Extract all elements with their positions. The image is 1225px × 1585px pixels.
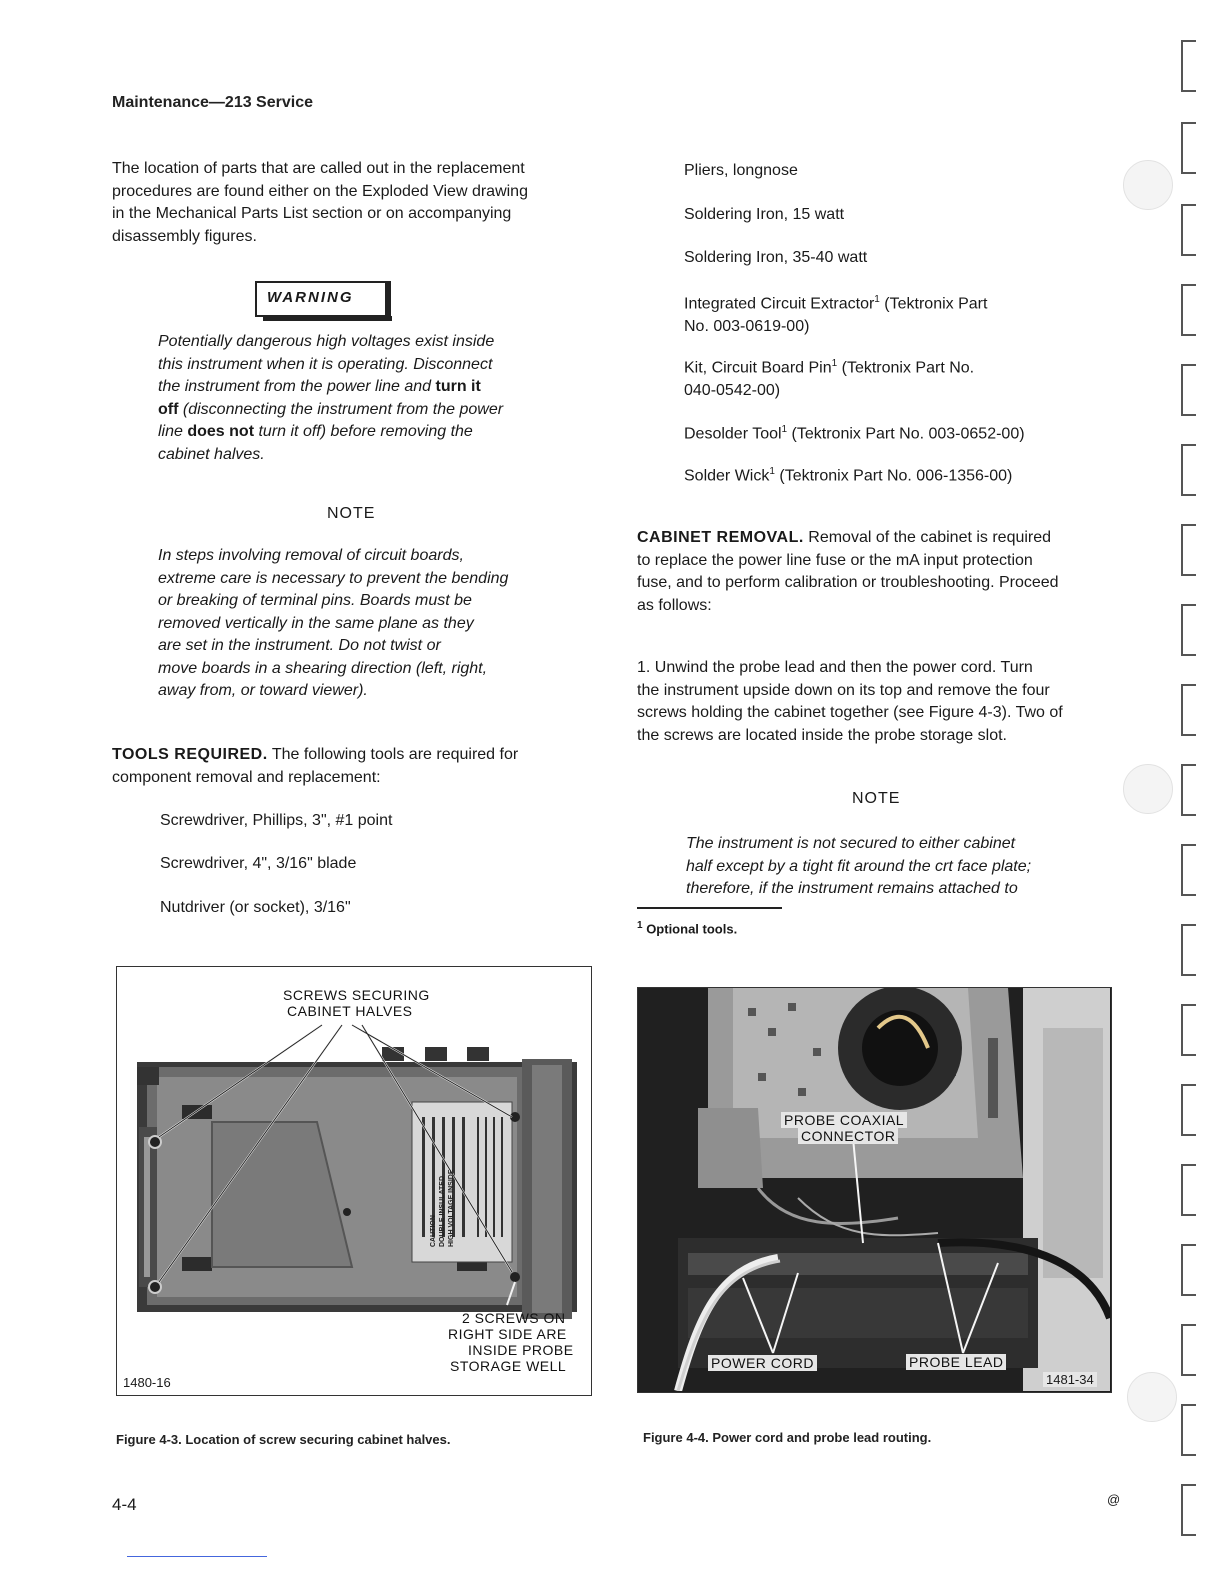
step-line: 1. Unwind the probe lead and then the power cord. Turn <box>637 659 1033 676</box>
page-header: Maintenance—213 Service <box>112 94 313 111</box>
note-line: The instrument is not secured to either cabinet <box>686 835 1016 852</box>
tools-paragraph <box>112 744 592 789</box>
footnote-ref: 1 <box>831 358 838 369</box>
instrument-label-line: HIGH VOLTAGE INSIDE <box>448 1169 455 1247</box>
figure-id: 1480-16 <box>123 1375 171 1390</box>
tool-text: (Tektronix Part <box>879 295 988 313</box>
footnote-rule <box>637 907 782 909</box>
warning-line <box>158 399 578 422</box>
tool-text: (Tektronix Part No. 006-1356-00) <box>774 467 1013 485</box>
intro-line: The location of parts that are called out in the replacement <box>112 160 525 177</box>
tool-item <box>684 461 1104 488</box>
footnote-text: Optional tools. <box>646 921 738 937</box>
binder-tab <box>1181 364 1196 416</box>
warning-text-part: the instrument from the power line and <box>158 378 436 395</box>
callout-label: STORAGE WELL <box>450 1358 567 1374</box>
binder-tab <box>1181 1084 1196 1136</box>
intro-line: in the Mechanical Parts List section or on accompanying <box>112 205 512 222</box>
tools-line: component removal and replacement: <box>112 768 381 786</box>
warning-line <box>158 376 578 399</box>
tool-text: Solder Wick <box>684 467 770 485</box>
callout-label: 2 SCREWS ON <box>462 1310 566 1326</box>
punch-hole <box>1123 160 1173 210</box>
binder-tab <box>1181 844 1196 896</box>
warning-box-shadow <box>386 281 391 317</box>
warning-text-part: line <box>158 423 188 440</box>
intro-line: procedures are found either on the Exploded View drawing <box>112 182 528 200</box>
binder-tab <box>1181 1244 1196 1296</box>
warning-line: cabinet halves. <box>158 445 265 463</box>
tool-item: Nutdriver (or socket), 3/16" <box>160 899 351 916</box>
punch-hole <box>1123 764 1173 814</box>
warning-box-shadow <box>263 316 392 321</box>
note-text <box>158 545 578 703</box>
figure-4-4-photo <box>638 988 1110 1391</box>
binder-tab <box>1181 1484 1196 1536</box>
tool-item: Soldering Iron, 15 watt <box>684 206 845 223</box>
callout-label: INSIDE PROBE <box>468 1342 574 1358</box>
note-line: In steps involving removal of circuit boards, <box>158 547 464 564</box>
binder-tab <box>1181 524 1196 576</box>
tool-text: Integrated Circuit Extractor <box>684 295 875 313</box>
figure-4-3 <box>116 966 592 1396</box>
step-line: the screws are located inside the probe storage slot. <box>637 726 1007 744</box>
warning-bold: turn it <box>435 378 481 395</box>
figure-caption: Figure 4-3. Location of screw securing cabinet halves. <box>116 1432 451 1447</box>
warning-line: this instrument when it is operating. Disconnect <box>158 355 493 373</box>
binder-tab <box>1181 1324 1196 1376</box>
step-line: the instrument upside down on its top and remove the four <box>637 681 1050 699</box>
binder-tab <box>1181 684 1196 736</box>
note-heading: NOTE <box>327 505 376 522</box>
warning-text-part: (disconnecting the instrument from the power <box>178 400 504 418</box>
tool-text: Kit, Circuit Board Pin <box>684 359 832 377</box>
instrument-label-text <box>429 1087 456 1247</box>
binder-tab <box>1181 604 1196 656</box>
note-line: or breaking of terminal pins. Boards must be <box>158 592 472 609</box>
step-line: screws holding the cabinet together (see Figure 4-3). Two of <box>637 704 1063 721</box>
section-title: CABINET REMOVAL. <box>637 529 804 546</box>
footnote-ref: 1 <box>874 294 880 305</box>
tool-text: (Tektronix Part No. <box>837 359 975 377</box>
binder-tab <box>1181 40 1196 92</box>
binder-tab <box>1181 122 1196 174</box>
note-line: move boards in a shearing direction (left, right, <box>158 659 488 677</box>
tool-item <box>684 353 1104 402</box>
warning-text <box>158 331 578 466</box>
binder-tab <box>1181 284 1196 336</box>
copyright-mark: @ <box>1107 1492 1121 1507</box>
tool-item: Pliers, longnose <box>684 162 798 179</box>
binder-tab <box>1181 924 1196 976</box>
tool-item <box>684 289 1104 338</box>
callout-label: PROBE COAXIAL <box>781 1112 907 1128</box>
figure-id: 1481-34 <box>1043 1372 1097 1387</box>
tool-item: Soldering Iron, 35-40 watt <box>684 249 868 266</box>
callout-label: CABINET HALVES <box>287 1003 413 1019</box>
binder-tab <box>1181 1404 1196 1456</box>
punch-hole <box>1127 1372 1177 1422</box>
intro-line: disassembly figures. <box>112 227 257 245</box>
cabinet-text: Removal of the cabinet is required <box>803 529 1052 546</box>
warning-bold: does not <box>187 423 255 440</box>
footnote <box>637 920 737 936</box>
tool-text: No. 003-0619-00) <box>684 317 810 335</box>
warning-bold: off <box>158 400 179 418</box>
footnote-ref: 1 <box>769 466 775 477</box>
binder-tab <box>1181 764 1196 816</box>
note-text <box>686 833 1106 901</box>
instrument-label-line: CAUTION <box>430 1215 437 1247</box>
cabinet-line: fuse, and to perform calibration or troubleshooting. Proceed <box>637 574 1059 591</box>
binder-tab <box>1181 204 1196 256</box>
note-heading: NOTE <box>852 790 901 807</box>
callout-label: CONNECTOR <box>798 1128 898 1144</box>
figure-4-4 <box>637 987 1112 1393</box>
note-line: are set in the instrument. Do not twist or <box>158 637 441 654</box>
warning-line <box>158 421 578 444</box>
cabinet-line: as follows: <box>637 596 712 614</box>
intro-paragraph <box>112 158 592 248</box>
tool-item: Screwdriver, 4", 3/16" blade <box>160 855 357 872</box>
warning-line: Potentially dangerous high voltages exist inside <box>158 333 495 350</box>
tool-text: (Tektronix Part No. 003-0652-00) <box>787 425 1025 443</box>
callout-label: RIGHT SIDE ARE <box>448 1326 567 1342</box>
callout-label: SCREWS SECURING <box>283 987 430 1003</box>
tool-item: Screwdriver, Phillips, 3", #1 point <box>160 812 393 829</box>
note-line: therefore, if the instrument remains attached to <box>686 880 1018 897</box>
binder-tab <box>1181 444 1196 496</box>
warning-text-part: turn it off) before removing the <box>254 423 473 440</box>
tool-text: Desolder Tool <box>684 425 782 443</box>
warning-label: WARNING <box>267 289 354 306</box>
note-line: extreme care is necessary to prevent the bending <box>158 569 509 587</box>
step-1-paragraph <box>637 657 1127 747</box>
warning-box <box>255 281 387 317</box>
tool-text: 040-0542-00) <box>684 381 781 399</box>
note-line: away from, or toward viewer). <box>158 682 368 699</box>
cabinet-line: to replace the power line fuse or the mA input protection <box>637 551 1033 569</box>
footnote-ref: 1 <box>781 424 788 435</box>
page-number: 4-4 <box>112 1495 137 1514</box>
tool-item <box>684 419 1104 446</box>
footnote-ref: 1 <box>637 920 643 931</box>
tools-line <box>112 744 592 767</box>
binder-tab <box>1181 1164 1196 1216</box>
binder-tab <box>1181 1004 1196 1056</box>
callout-label: POWER CORD <box>708 1355 817 1371</box>
note-line: half except by a tight fit around the crt face plate; <box>686 857 1032 875</box>
section-title: TOOLS REQUIRED. <box>112 746 268 763</box>
instrument-label-line: DOUBLE INSULATED <box>439 1175 446 1247</box>
figure-caption: Figure 4-4. Power cord and probe lead routing. <box>643 1430 932 1445</box>
tools-text: The following tools are required for <box>267 746 519 763</box>
callout-label: PROBE LEAD <box>906 1354 1006 1370</box>
cabinet-line <box>637 527 1127 550</box>
cabinet-removal-paragraph <box>637 527 1127 617</box>
bottom-rule <box>127 1556 267 1557</box>
note-line: removed vertically in the same plane as they <box>158 614 474 632</box>
